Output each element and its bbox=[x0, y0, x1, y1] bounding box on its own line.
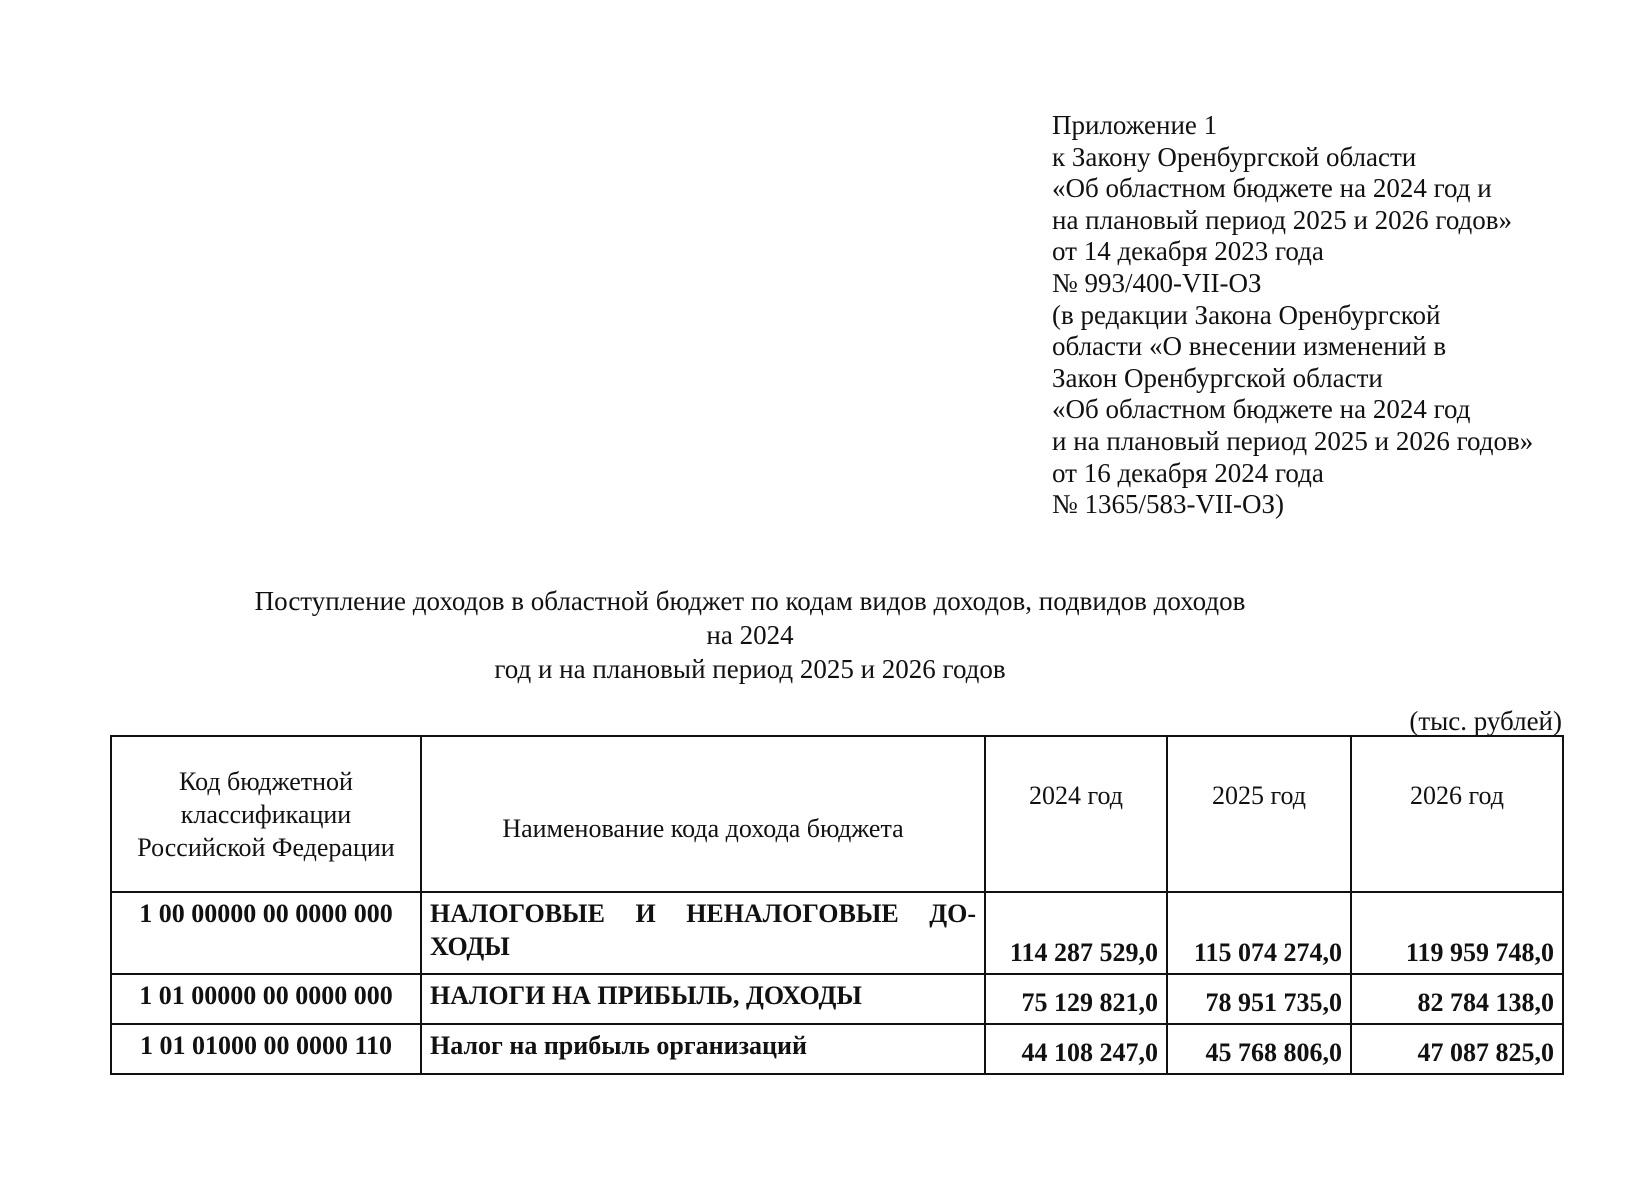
income-table bbox=[110, 735, 1564, 1075]
appendix-line: от 14 декабря 2023 года bbox=[1052, 236, 1324, 267]
unit-note: (тыс. рублей) bbox=[1409, 706, 1562, 736]
header-year-2024: 2024 год bbox=[985, 736, 1167, 892]
document-title-line-2: год и на плановый период 2025 и 2026 годов bbox=[494, 654, 1006, 684]
table-row bbox=[111, 892, 1563, 974]
amount-2025-cell: 78 951 735,0 bbox=[1167, 974, 1351, 1024]
amount-2025-cell: 115 074 274,0 bbox=[1167, 892, 1351, 974]
name-cell: НАЛОГИ НА ПРИБЫЛЬ, ДОХОДЫ bbox=[421, 974, 985, 1024]
name-cell bbox=[421, 892, 985, 974]
appendix-line: к Закону Оренбургской области bbox=[1052, 141, 1417, 172]
appendix-line: и на плановый период 2025 и 2026 годов» bbox=[1052, 425, 1534, 456]
name-cell: Налог на прибыль организаций bbox=[421, 1024, 985, 1074]
appendix-header bbox=[1052, 110, 1612, 521]
header-code-line: Российской Федерации bbox=[137, 832, 395, 862]
amount-2024-cell: 44 108 247,0 bbox=[985, 1024, 1167, 1074]
amount-2025-cell: 45 768 806,0 bbox=[1167, 1024, 1351, 1074]
amount-2026-cell: 119 959 748,0 bbox=[1351, 892, 1563, 974]
amount-2026-cell: 47 087 825,0 bbox=[1351, 1024, 1563, 1074]
amount-2026-cell: 82 784 138,0 bbox=[1351, 974, 1563, 1024]
header-code bbox=[111, 736, 421, 892]
document-title bbox=[250, 584, 1250, 686]
name-line: НАЛОГОВЫЕ И НЕНАЛОГОВЫЕ ДО- bbox=[430, 899, 976, 928]
appendix-line: Приложение 1 bbox=[1052, 110, 1218, 140]
amount-2024-cell: 75 129 821,0 bbox=[985, 974, 1167, 1024]
header-year-2025: 2025 год bbox=[1167, 736, 1351, 892]
appendix-line: (в редакции Закона Оренбургской bbox=[1052, 299, 1441, 330]
appendix-line: на плановый период 2025 и 2026 годов» bbox=[1052, 204, 1513, 235]
table-row bbox=[111, 1024, 1563, 1074]
amount-2024-cell: 114 287 529,0 bbox=[985, 892, 1167, 974]
appendix-line: Закон Оренбургской области bbox=[1052, 362, 1383, 393]
code-cell: 1 01 01000 00 0000 110 bbox=[111, 1024, 421, 1074]
document-title-line-1: Поступление доходов в областной бюджет по кодам видов доходов, подвидов доходов на 2024 bbox=[254, 586, 1246, 650]
header-code-line: классификации bbox=[180, 799, 352, 829]
appendix-line: № 993/400-VII-ОЗ bbox=[1052, 267, 1262, 298]
header-code-line: Код бюджетной bbox=[179, 766, 353, 796]
header-year-2026: 2026 год bbox=[1351, 736, 1563, 892]
appendix-line: «Об областном бюджете на 2024 год bbox=[1052, 394, 1471, 425]
header-name: Наименование кода дохода бюджета bbox=[421, 736, 985, 892]
name-line: ХОДЫ bbox=[430, 932, 510, 961]
table-row bbox=[111, 974, 1563, 1024]
appendix-line: области «О внесении изменений в bbox=[1052, 331, 1447, 362]
code-cell: 1 01 00000 00 0000 000 bbox=[111, 974, 421, 1024]
appendix-line: № 1365/583-VII-ОЗ) bbox=[1052, 489, 1284, 520]
table-header-row bbox=[111, 736, 1563, 892]
code-cell: 1 00 00000 00 0000 000 bbox=[111, 892, 421, 974]
appendix-line: от 16 декабря 2024 года bbox=[1052, 457, 1324, 488]
appendix-line: «Об областном бюджете на 2024 год и bbox=[1052, 173, 1492, 204]
